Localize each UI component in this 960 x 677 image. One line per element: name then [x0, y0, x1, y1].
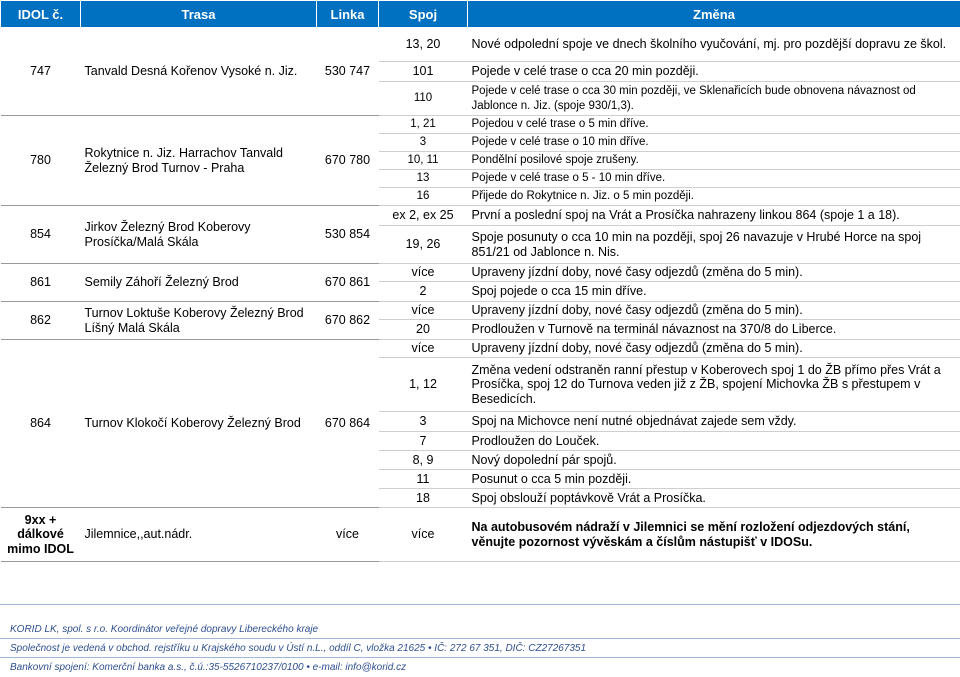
change-text: Posunut o cca 5 min později. [468, 470, 960, 489]
route-text: Jirkov Železný Brod Koberovy Prosíčka/Malá Skála [81, 206, 317, 264]
idol-number: 861 [1, 264, 81, 302]
table-row [1, 340, 960, 358]
table-row [1, 116, 960, 134]
change-text: Pondělní posilové spoje zrušeny. [468, 152, 960, 170]
connection-number: více [379, 340, 468, 358]
connection-number: 3 [379, 134, 468, 152]
table-row [1, 508, 960, 562]
route-text: Rokytnice n. Jiz. Harrachov Tanvald Železný Brod Turnov - Praha [81, 116, 317, 206]
change-text: Přijede do Rokytnice n. Jiz. o 5 min později. [468, 188, 960, 206]
change-text: Na autobusovém nádraží v Jilemnici se mění rozložení odjezdových stání, věnujte pozornost vývěskám a číslům nástupišť v IDOSu. [468, 508, 960, 562]
change-text: Spoj na Michovce není nutné objednávat zajede sem vždy. [468, 412, 960, 432]
change-text: Spoje posunuty o cca 10 min na později, spoj 26 navazuje v Hrubé Horce na spoj 851/21 od Jablonce n. Nis. [468, 226, 960, 264]
connection-number: 3 [379, 412, 468, 432]
footer-divider [0, 604, 960, 605]
route-text: Turnov Loktuše Koberovy Železný Brod Líšný Malá Skála [81, 302, 317, 340]
table-header [1, 1, 960, 28]
footer-divider [0, 657, 960, 658]
change-text: Pojede v celé trase o 10 min dříve. [468, 134, 960, 152]
idol-number: 864 [1, 340, 81, 508]
table-row [1, 264, 960, 282]
line-number: 670 864 [317, 340, 379, 508]
connection-number: 1, 21 [379, 116, 468, 134]
table-row [1, 302, 960, 320]
change-text: Upraveny jízdní doby, nové časy odjezdů (změna do 5 min). [468, 340, 960, 358]
change-text: První a poslední spoj na Vrát a Prosíčka nahrazeny linkou 864 (spoje 1 a 18). [468, 206, 960, 226]
line-number: 670 862 [317, 302, 379, 340]
header-zmena: Změna [468, 1, 960, 28]
line-number: 530 747 [317, 28, 379, 116]
connection-number: více [379, 264, 468, 282]
footer-divider [0, 638, 960, 639]
header-spoj: Spoj [379, 1, 468, 28]
change-text: Prodloužen v Turnově na terminál návaznost na 370/8 do Liberce. [468, 320, 960, 340]
idol-number: 862 [1, 302, 81, 340]
header-linka: Linka [317, 1, 379, 28]
connection-number: 19, 26 [379, 226, 468, 264]
line-number: více [317, 508, 379, 562]
line-number: 670 861 [317, 264, 379, 302]
footer-registry: Společnost je vedená v obchod. rejstříku u Krajského soudu v Ústí n.L., oddíl C, vložka 21625 • IČ: 272 67 351, DIČ: CZ27267351 [10, 643, 587, 654]
connection-number: 2 [379, 282, 468, 302]
change-text: Pojede v celé trase o 5 - 10 min dříve. [468, 170, 960, 188]
line-number: 670 780 [317, 116, 379, 206]
change-text: Změna vedení odstraněn ranní přestup v Koberovech spoj 1 do ŽB přímo přes Vrát a Prosíčka, spoj 12 do Turnova veden již z ŽB, spojení Michovka ŽB s přestupem v Besedicích. [468, 358, 960, 412]
change-text: Prodloužen do Louček. [468, 432, 960, 451]
route-text: Tanvald Desná Kořenov Vysoké n. Jiz. [81, 28, 317, 116]
footer-company: KORID LK, spol. s r.o. Koordinátor veřejné dopravy Libereckého kraje [10, 624, 319, 635]
change-text: Spoj pojede o cca 15 min dříve. [468, 282, 960, 302]
change-text: Nový dopolední pár spojů. [468, 451, 960, 470]
footer-bank: Bankovní spojení: Komerční banka a.s., č.ú.:35-5526710237/0100 • e-mail: info@korid.cz [10, 662, 407, 673]
connection-number: 16 [379, 188, 468, 206]
idol-number: 9xx + dálkové mimo IDOL [1, 508, 81, 562]
change-text: Pojede v celé trase o cca 20 min později. [468, 62, 960, 82]
connection-number: 10, 11 [379, 152, 468, 170]
connection-number: více [379, 302, 468, 320]
header-idol: IDOL č. [1, 1, 81, 28]
connection-number: 101 [379, 62, 468, 82]
table-row [1, 28, 960, 62]
connection-number: 20 [379, 320, 468, 340]
connection-number: 13 [379, 170, 468, 188]
connection-number: 11 [379, 470, 468, 489]
change-text: Upraveny jízdní doby, nové časy odjezdů (změna do 5 min). [468, 264, 960, 282]
route-text: Jilemnice,,aut.nádr. [81, 508, 317, 562]
connection-number: 8, 9 [379, 451, 468, 470]
change-text: Pojedou v celé trase o 5 min dříve. [468, 116, 960, 134]
connection-number: 18 [379, 489, 468, 508]
connection-number: ex 2, ex 25 [379, 206, 468, 226]
connection-number: 13, 20 [379, 28, 468, 62]
connection-number: 110 [379, 82, 468, 116]
change-text: Pojede v celé trase o cca 30 min později, ve Sklenařicích bude obnovena návaznost od Jablonce n. Jiz. (spoje 930/1,3). [468, 82, 960, 116]
idol-number: 854 [1, 206, 81, 264]
idol-number: 747 [1, 28, 81, 116]
header-trasa: Trasa [81, 1, 317, 28]
connection-number: 7 [379, 432, 468, 451]
connection-number: 1, 12 [379, 358, 468, 412]
connection-number: více [379, 508, 468, 562]
change-text: Spoj obslouží poptávkově Vrát a Prosíčka. [468, 489, 960, 508]
route-text: Turnov Klokočí Koberovy Železný Brod [81, 340, 317, 508]
idol-number: 780 [1, 116, 81, 206]
route-text: Semily Záhoří Železný Brod [81, 264, 317, 302]
line-number: 530 854 [317, 206, 379, 264]
change-text: Upraveny jízdní doby, nové časy odjezdů (změna do 5 min). [468, 302, 960, 320]
change-text: Nové odpolední spoje ve dnech školního vyučování, mj. pro pozdější dopravu ze škol. [468, 28, 960, 62]
table-row [1, 206, 960, 226]
